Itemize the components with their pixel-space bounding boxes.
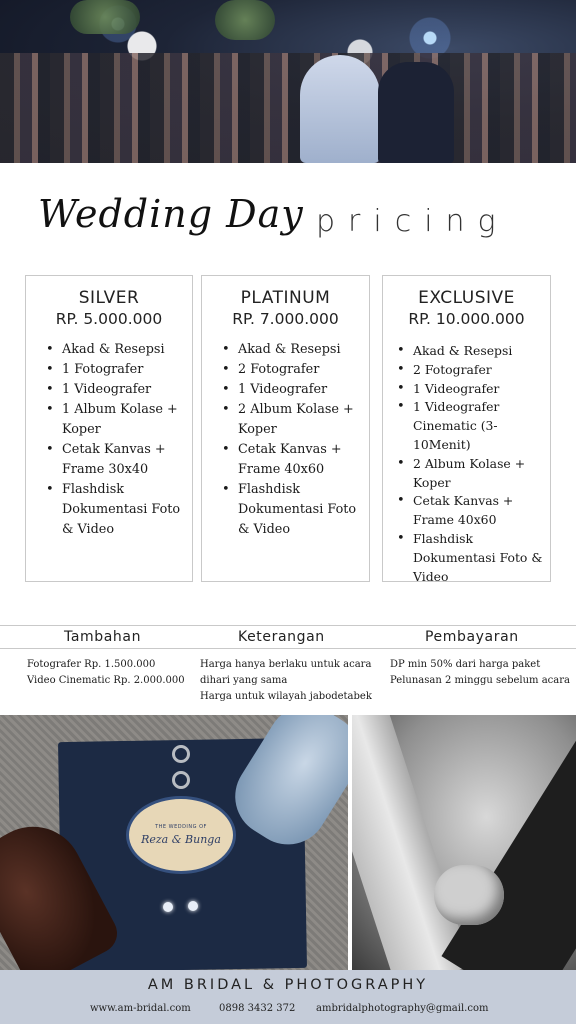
flower-decoration bbox=[215, 0, 275, 40]
holding-hands-photo bbox=[352, 715, 576, 970]
header-pembayaran: Pembayaran bbox=[425, 629, 519, 645]
info-line: Harga untuk wilayah jabodetabek bbox=[200, 691, 372, 702]
feature-item: • 2 Album Kolase + Koper bbox=[397, 455, 544, 493]
tambahan-list bbox=[27, 657, 192, 689]
feature-item: • Flashdisk Dokumentasi Foto & Video bbox=[397, 530, 544, 586]
feature-item: • 1 Videografer bbox=[222, 380, 363, 400]
info-line: DP min 50% dari harga paket bbox=[390, 659, 541, 670]
package-price: RP. 10.000.000 bbox=[408, 310, 525, 328]
groom-arm bbox=[441, 736, 576, 970]
feature-item: • Cetak Kanvas + Frame 30x40 bbox=[46, 440, 186, 480]
feature-item: • 2 Fotografer bbox=[397, 361, 544, 380]
feature-item: • Cetak Kanvas + Frame 40x60 bbox=[397, 492, 544, 530]
package-name: PLATINUM bbox=[240, 288, 331, 308]
feature-item: • 2 Fotografer bbox=[222, 360, 363, 380]
info-section bbox=[0, 625, 576, 715]
phone-number[interactable]: 0898 3432 372 bbox=[219, 1003, 296, 1014]
feature-item: • 1 Videografer Cinematic (3-10Menit) bbox=[397, 398, 544, 454]
title-script: Wedding Day bbox=[38, 192, 304, 236]
title-light: pricing bbox=[316, 204, 509, 239]
website-link[interactable]: www.am-bridal.com bbox=[90, 1003, 191, 1014]
header-tambahan: Tambahan bbox=[64, 629, 142, 645]
feature-item: • Akad & Resepsi bbox=[222, 340, 363, 360]
keterangan-list bbox=[200, 657, 386, 705]
guest-crowd bbox=[0, 53, 576, 163]
header-keterangan: Keterangan bbox=[238, 629, 325, 645]
joined-hands bbox=[434, 865, 504, 925]
package-price: RP. 5.000.000 bbox=[55, 310, 163, 328]
feature-item: • Flashdisk Dokumentasi Foto & Video bbox=[222, 480, 363, 540]
info-line: Harga hanya berlaku untuk acara dihari yang sama bbox=[200, 659, 372, 686]
feature-item: • 2 Album Kolase + Koper bbox=[222, 400, 363, 440]
hero-wedding-photo bbox=[0, 0, 576, 163]
feature-item: • 1 Videografer bbox=[397, 380, 544, 399]
info-header-row bbox=[0, 625, 576, 649]
flower-decoration bbox=[70, 0, 140, 34]
badge-names: Reza & Bunga bbox=[141, 833, 221, 846]
bride-figure bbox=[300, 55, 380, 163]
feature-item: • 1 Album Kolase + Koper bbox=[46, 400, 186, 440]
feature-item: • 1 Videografer bbox=[46, 380, 186, 400]
earring-icon bbox=[188, 901, 198, 911]
page-title bbox=[0, 190, 576, 260]
info-line: Pelunasan 2 minggu sebelum acara bbox=[390, 675, 570, 686]
feature-item: • Cetak Kanvas + Frame 40x60 bbox=[222, 440, 363, 480]
email-link[interactable]: ambridalphotography@gmail.com bbox=[316, 1003, 489, 1014]
feature-item: • Akad & Resepsi bbox=[46, 340, 186, 360]
footer bbox=[0, 970, 576, 1024]
brand-name: AM BRIDAL & PHOTOGRAPHY bbox=[147, 977, 429, 993]
groom-figure bbox=[378, 62, 454, 163]
ring-icon bbox=[172, 745, 190, 763]
package-name: SILVER bbox=[78, 288, 140, 308]
feature-item: • Flashdisk Dokumentasi Foto & Video bbox=[46, 480, 186, 540]
earring-icon bbox=[163, 902, 173, 912]
package-card-exclusive bbox=[382, 275, 551, 582]
package-card-silver bbox=[25, 275, 193, 582]
package-features bbox=[383, 342, 550, 586]
invitation-badge bbox=[126, 796, 236, 874]
info-line: Video Cinematic Rp. 2.000.000 bbox=[27, 675, 185, 686]
package-features bbox=[26, 340, 192, 540]
pembayaran-list bbox=[390, 657, 574, 689]
invitation-photo bbox=[0, 715, 348, 970]
bride-arm bbox=[352, 715, 471, 970]
package-price: RP. 7.000.000 bbox=[232, 310, 339, 328]
ring-icon bbox=[172, 771, 190, 789]
feature-item: • Akad & Resepsi bbox=[397, 342, 544, 361]
package-card-platinum bbox=[201, 275, 370, 582]
package-features bbox=[202, 340, 369, 540]
package-name: EXCLUSIVE bbox=[418, 288, 515, 308]
info-line: Fotografer Rp. 1.500.000 bbox=[27, 659, 156, 670]
badge-line1: THE WEDDING OF bbox=[155, 824, 207, 830]
feature-item: • 1 Fotografer bbox=[46, 360, 186, 380]
